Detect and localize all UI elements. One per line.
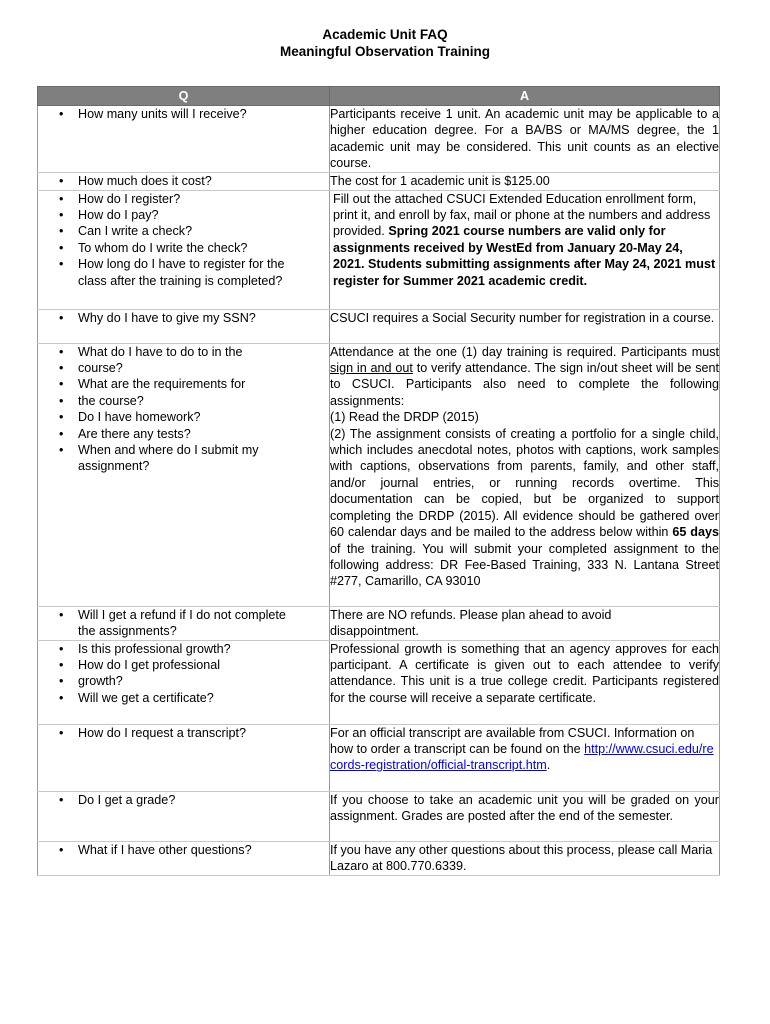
question-cell: [38, 724, 330, 791]
portfolio-text: (2) The assignment consists of creating a portfolio for a single child, which includes anecdotal notes, photos with captions, work samples with captions, observations from parents, family, and other staff, and/or journal entries, or running records overtime. This documentation can be copied, but be organized to support completing the DRDP (2015). All evidence should be gathered over 60 calendar days and be mailed to the address below within: [330, 426, 719, 540]
table-row: [38, 106, 720, 173]
answer-cell: [330, 791, 720, 841]
column-header-q: Q: [38, 87, 330, 106]
question-item: • How do I get professional: [78, 657, 329, 673]
question-item: • How many units will I receive?: [78, 106, 329, 122]
answer-text: CSUCI requires a Social Security number for registration in a course.: [330, 310, 715, 325]
answer-text: [330, 725, 719, 774]
question-item: • What if I have other questions?: [78, 842, 329, 858]
answer-text: Participants receive 1 unit. An academic unit may be applicable to a higher education degree. For a BA/BS or MA/MS degree, the 1 academic unit may be considered. This unit counts as an elective course.: [330, 107, 719, 171]
table-row: [38, 343, 720, 606]
question-item: • How much does it cost?: [78, 173, 329, 189]
question-cell: [38, 841, 330, 875]
answer-cell: [330, 606, 720, 640]
question-item: • To whom do I write the check?: [78, 240, 329, 256]
column-header-a: A: [330, 87, 720, 106]
document-title: Academic Unit FAQ: [322, 27, 448, 42]
answer-text: The cost for 1 academic unit is $125.00: [330, 173, 550, 188]
answer-cell: [330, 190, 720, 309]
assignment-1-text: (1) Read the DRDP (2015): [330, 410, 479, 425]
question-item: • course?: [78, 360, 329, 376]
question-cell: [38, 606, 330, 640]
answer-cell: [330, 640, 720, 724]
answer-text: [330, 344, 719, 410]
registration-instructions: Fill out the attached CSUCI Extended Education enrollment form, print it, and enroll by fax, mail or phone at the numbers and address provided.: [333, 191, 711, 239]
sign-in-out-text: sign in and out: [330, 361, 413, 376]
table-row: [38, 724, 720, 791]
question-cell: [38, 172, 330, 190]
question-cell: [38, 791, 330, 841]
document-subtitle: Meaningful Observation Training: [279, 44, 491, 59]
assignment-2-text: [330, 426, 719, 590]
question-item: • Do I get a grade?: [78, 792, 329, 808]
question-item: • Will I get a refund if I do not complete the assignments?: [78, 607, 329, 640]
answer-text: Professional growth is something that an agency approves for each participant. A certificate is given out to each attendee to verify attendance. This unit is a true college credit. Participants registered for the course will receive a separate certificate.: [330, 641, 719, 705]
table-row: [38, 606, 720, 640]
question-item: • growth?: [78, 673, 329, 689]
answer-cell: [330, 172, 720, 190]
table-row: [38, 309, 720, 343]
question-item: • How do I request a transcript?: [78, 725, 329, 741]
answer-text: There are NO refunds. Please plan ahead to avoid disappointment.: [330, 607, 612, 639]
answer-text: If you have any other questions about this process, please call Maria Lazaro at 800.770.6339.: [330, 842, 713, 874]
registration-deadline-notice: Spring 2021 course numbers are valid only for assignments received by WestEd from January 20-May 24, 2021. Students submitting assignments after May 24, 2021 must register for Summer 2021 academic credit.: [333, 224, 716, 288]
answer-cell: [330, 106, 720, 173]
deadline-days-text: 65 days: [672, 525, 719, 540]
question-cell: [38, 106, 330, 173]
table-row: [38, 190, 720, 309]
table-row: [38, 791, 720, 841]
answer-cell: [330, 343, 720, 606]
assignments-intro-text: to verify attendance. The sign in/out sheet will be sent to CSUCI. Participants also need to complete the following assignments:: [330, 361, 720, 408]
table-row: [38, 841, 720, 875]
transcript-link[interactable]: http://www.csuci.edu/records-registration/official-transcript.htm: [330, 742, 714, 773]
question-cell: [38, 640, 330, 724]
transcript-info-text: For an official transcript are available from CSUCI. Information on how to order a transcript can be found on the: [330, 725, 695, 757]
question-item: • Can I write a check?: [78, 223, 329, 239]
answer-cell: [330, 841, 720, 875]
question-item: • What are the requirements for: [78, 376, 329, 392]
attendance-text: Attendance at the one (1) day training is required. Participants must: [330, 344, 719, 359]
transcript-period: .: [546, 758, 551, 773]
question-item: • Will we get a certificate?: [78, 690, 329, 706]
question-item: • How do I register?: [78, 191, 329, 207]
table-row: [38, 640, 720, 724]
answer-text: If you choose to take an academic unit you will be graded on your assignment. Grades are posted after the end of the semester.: [330, 792, 719, 824]
question-item: • Are there any tests?: [78, 426, 329, 442]
question-item: • How long do I have to register for the class after the training is completed?: [78, 256, 329, 289]
question-item: • When and where do I submit my assignment?: [78, 442, 329, 475]
question-item: • the course?: [78, 393, 329, 409]
answer-cell: [330, 309, 720, 343]
question-cell: [38, 343, 330, 606]
table-row: [38, 172, 720, 190]
question-item: • Why do I have to give my SSN?: [78, 310, 329, 326]
mailing-address-text: of the training. You will submit your completed assignment to the following address: DR Fee-Based Training, 333 N. Lantana Street #277, Camarillo, CA 93010: [330, 541, 719, 589]
question-cell: [38, 309, 330, 343]
answer-text: [330, 191, 719, 289]
question-item: • Is this professional growth?: [78, 641, 329, 657]
question-item: • How do I pay?: [78, 207, 329, 223]
table-header-row: [38, 87, 720, 106]
question-item: • Do I have homework?: [78, 409, 329, 425]
question-item: • What do I have to do to in the: [78, 344, 329, 360]
answer-cell: [330, 724, 720, 791]
faq-table: [37, 86, 720, 876]
question-cell: [38, 190, 330, 309]
